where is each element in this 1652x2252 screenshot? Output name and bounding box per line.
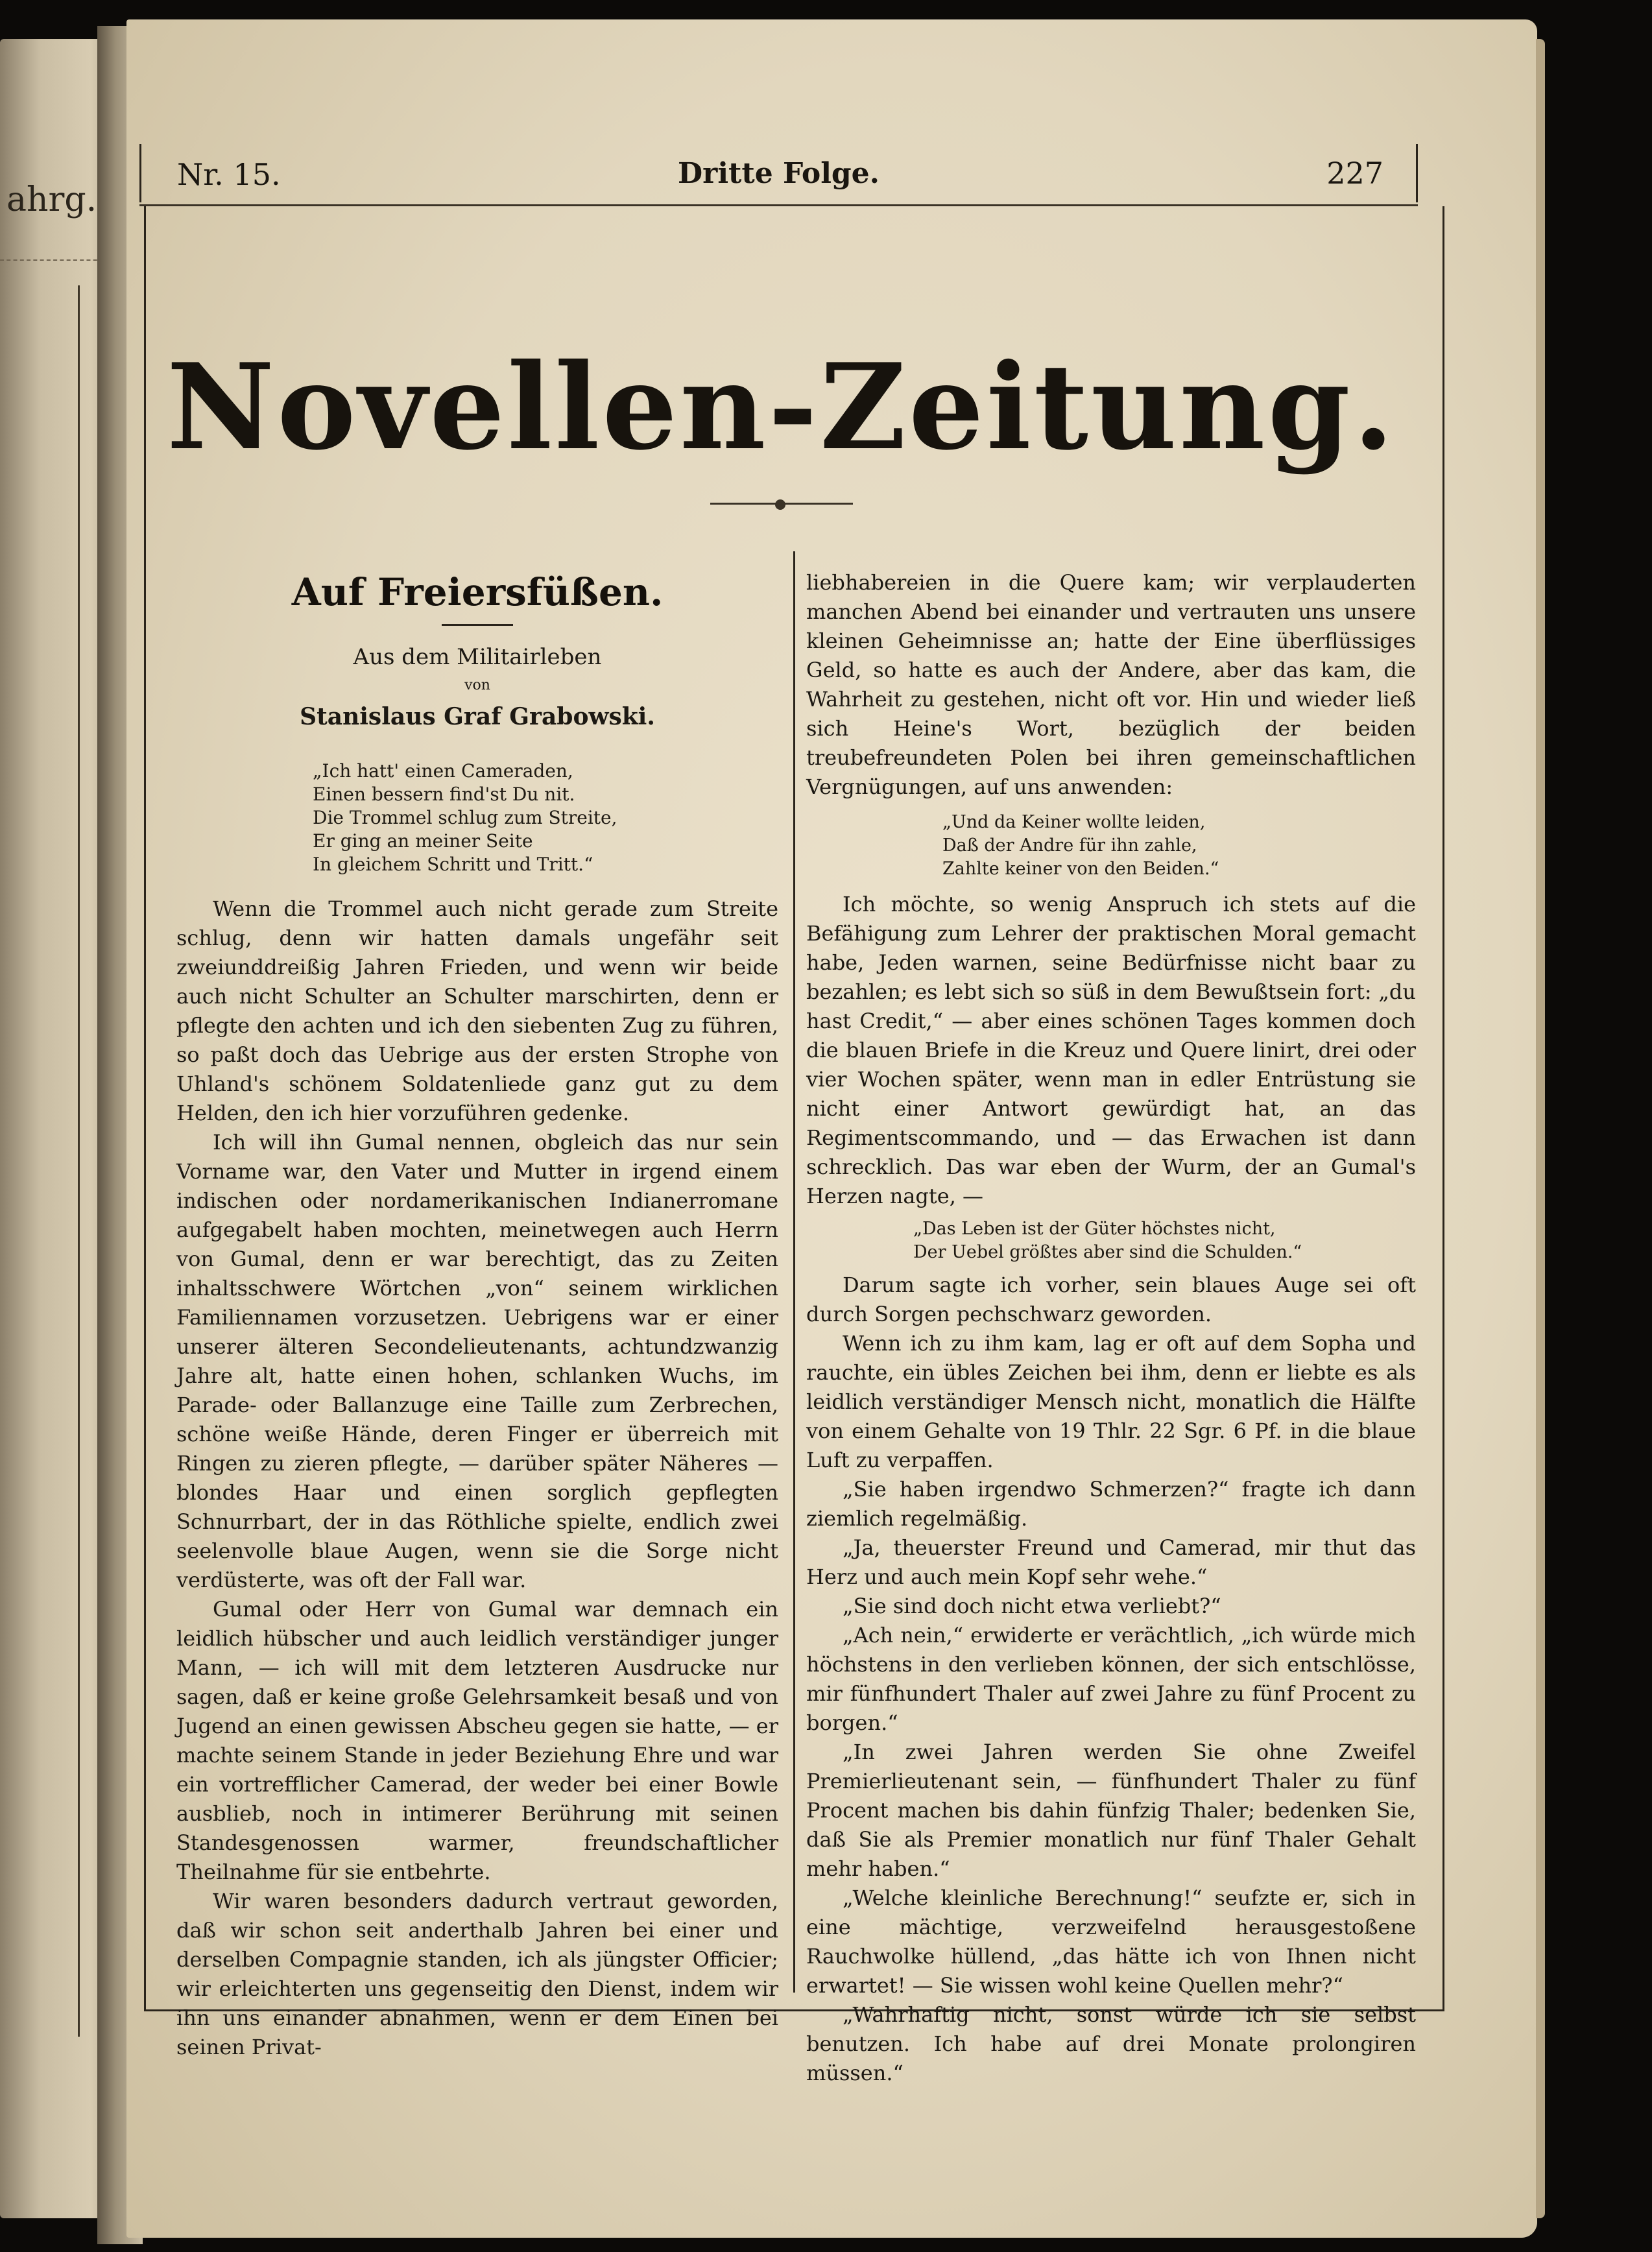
masthead-ornament	[710, 503, 853, 505]
masthead-title: Novellen-Zeitung.	[166, 337, 1397, 476]
facing-page-edge	[0, 39, 114, 2218]
epigraph-line: „Ich hatt' einen Cameraden,	[313, 760, 573, 782]
body-paragraph-continued: liebhabereien in die Quere kam; wir verplauderten manchen Abend bei einander und vertrauten uns unsere kleinen Geheimnisse an; hatte der Eine überflüssiges Geld, so hatte es auch der Andere, aber das kam, die Wahrheit zu gestehen, nicht oft vor. Hin und wieder ließ sich Heine's Wort, bezüglich der beiden treubefreundeten Polen bei ihren gemeinschaftlichen Vergnügungen, auf uns anwenden:	[806, 570, 1416, 799]
schiller-quote	[913, 1217, 1416, 1264]
verse-line: „Und da Keiner wollte leiden,	[942, 812, 1206, 832]
heine-verse	[942, 811, 1416, 881]
right-column	[806, 568, 1416, 2088]
title-rule	[442, 624, 513, 626]
body-paragraph: Wenn ich zu ihm kam, lag er oft auf dem Sopha und rauchte, ein übles Zeichen bei ihm, denn er liebte es als leidlich verständiger Mensch nicht, monatlich die Hälfte von einem Gehalte von 19 Thlr. 22 Sgr. 6 Pf. in die blaue Luft zu verpaffen.	[806, 1331, 1416, 1472]
left-column	[176, 564, 778, 2062]
dialogue-paragraph: „Welche kleinliche Berechnung!“ seufzte er, sich in eine mächtige, verzweifelnd herausgestoßene Rauchwolke hüllend, „das hätte ich von Ihnen nicht erwartet! — Sie wissen wohl keine Quellen mehr?“	[806, 1886, 1416, 1998]
body-paragraph: Wir waren besonders dadurch vertraut geworden, daß wir schon seit anderthalb Jahren bei einer und derselben Compagnie standen, ich als jüngster Officier; wir erleichterten uns gegenseitig den Dienst, indem wir ihn uns einander abnahmen, wenn er dem Einen bei seinen Privat-	[176, 1889, 778, 2059]
article-author: Stanislaus Graf Grabowski.	[300, 703, 655, 730]
series-label: Dritte Folge.	[678, 157, 880, 190]
facing-page-column-rule	[0, 285, 80, 2037]
byline-von: von	[464, 677, 490, 693]
epigraph-line: Einen bessern find'st Du nit.	[313, 784, 575, 805]
body-paragraph: Gumal oder Herr von Gumal war demnach ein leidlich hübscher und auch leidlich verständiger junger Mann, — ich will mit dem letzteren Ausdrucke nur sagen, daß er keine große Gelehrsamkeit besaß und von Jugend an einen gewissen Abscheu gegen sie hatte, — er machte seinem Stande in jeder Beziehung Ehre und war ein vortrefflicher Camerad, der weder bei einer Bowle ausblieb, noch in intimerer Berührung mit seinen Standesgenossen warmer, freundschaftlicher Theilnahme für sie entbehrte.	[176, 1597, 778, 1884]
dialogue-paragraph: „Sie haben irgendwo Schmerzen?“ fragte ich dann ziemlich regelmäßig.	[806, 1477, 1416, 1531]
dialogue-paragraph: „In zwei Jahren werden Sie ohne Zweifel Premierlieutenant sein, — fünfhundert Thaler zu fünf Procent machen bis dahin fünfzig Thaler; bedenken Sie, daß Sie als Premier monatlich nur fünf Thaler Gehalt mehr haben.“	[806, 1740, 1416, 1881]
dialogue-paragraph: „Ja, theuerster Freund und Camerad, mir thut das Herz und auch mein Kopf sehr wehe.“	[806, 1535, 1416, 1589]
body-paragraph: Ich möchte, so wenig Anspruch ich stets auf die Befähigung zum Lehrer der praktischen Moral gemacht habe, Jeden warnen, seine Bedürfnisse nicht baar zu bezahlen; es lebt sich so süß in dem Bewußtsein fort: „du hast Credit,“ — aber eines schönen Tages kommen doch die blauen Briefe in die Kreuz und Quere linirt, drei oder vier Wochen später, wenn man in edler Entrüstung sie nicht einer Antwort gewürdigt hat, an das Regimentscommando, und — das Erwachen ist dann schrecklich. Das war eben der Wurm, der an Gumal's Herzen nagte, —	[806, 892, 1416, 1208]
body-paragraph: Wenn die Trommel auch nicht gerade zum Streite schlug, denn wir hatten damals ungefähr seit zweiunddreißig Jahren Frieden, und wenn wir beide auch nicht Schulter an Schulter marschirten, denn er pflegte den achten und ich den siebenten Zug zu führen, so paßt doch das Uebrige aus der ersten Strophe von Uhland's schönem Soldatenliede ganz gut zu dem Helden, den ich hier vorzuführen gedenke.	[176, 896, 778, 1125]
verse-line: „Das Leben ist der Güter höchstes nicht,	[913, 1219, 1276, 1239]
running-head	[139, 144, 1418, 202]
page-number: 227	[1326, 156, 1383, 191]
body-paragraph: Ich will ihn Gumal nennen, obgleich das nur sein Vorname war, den Vater und Mutter in irgend einem indischen oder nordamerikanischen Indianerromane aufgegabelt haben mochten, meinetwegen auch Herrn von Gumal, denn er war berechtigt, das zu Zeiten inhaltsschwere Wörtchen „von“ seinem wirklichen Familiennamen vorzusetzen. Uebrigens war er einer unserer älteren Secondelieutenants, achtundzwanzig Jahre alt, hatte einen hohen, schlanken Wuchs, im Parade- oder Ballanzuge eine Taille zum Zerbrechen, schöne weiße Hände, deren Finger er überreich mit Ringen zu zieren pflegte, — darüber später Näheres — blondes Haar und einen sorglich gepflegten Schnurrbart, der in das Röthliche spielte, endlich zwei seelenvolle blaue Augen, wenn sie die Sorge nicht verdüsterte, was oft der Fall war.	[176, 1130, 778, 1592]
dialogue-paragraph: „Wahrhaftig nicht, sonst würde ich sie selbst benutzen. Ich habe auf drei Monate prolongiren müssen.“	[806, 2002, 1416, 2085]
epigraph-line: Die Trommel schlug zum Streite,	[313, 807, 617, 828]
body-paragraph: Darum sagte ich vorher, sein blaues Auge sei oft durch Sorgen pechschwarz geworden.	[806, 1273, 1416, 1326]
page-edge	[1536, 39, 1545, 2218]
article-subtitle: Aus dem Militairleben	[353, 644, 602, 670]
column-divider	[793, 551, 795, 1993]
issue-number: Nr. 15.	[177, 157, 281, 192]
facing-page-rule	[0, 259, 104, 261]
dialogue-paragraph: „Ach nein,“ erwiderte er verächtlich, „ich würde mich höchstens in den verlieben können, der sich entschlösse, mir fünfhundert Thaler auf zwei Jahre zu fünf Procent zu borgen.“	[806, 1623, 1416, 1735]
dialogue-paragraph: „Sie sind doch nicht etwa verliebt?“	[843, 1594, 1221, 1618]
verse-line: Der Uebel größtes aber sind die Schulden.“	[913, 1242, 1302, 1262]
verse-line: Daß der Andre für ihn zahle,	[942, 835, 1197, 856]
verse-line: Zahlte keiner von den Beiden.“	[942, 859, 1219, 879]
epigraph-line: In gleichem Schritt und Tritt.“	[313, 854, 593, 875]
article-title: Auf Freiersfüßen.	[291, 570, 664, 614]
epigraph-line: Er ging an meiner Seite	[313, 830, 533, 852]
facing-page-running-fragment: ahrg.	[6, 180, 97, 219]
epigraph	[313, 760, 778, 876]
